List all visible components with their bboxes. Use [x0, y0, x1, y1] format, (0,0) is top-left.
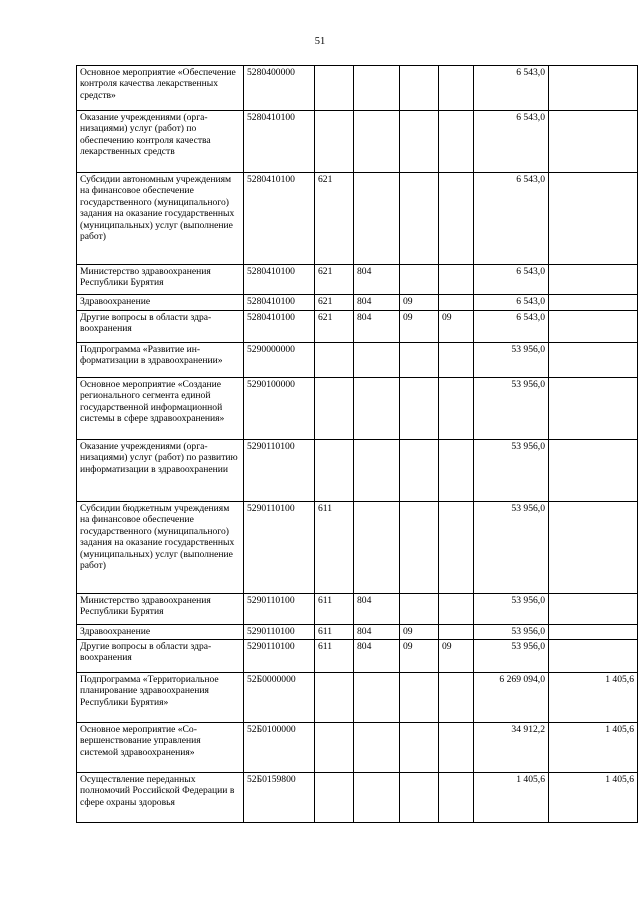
row-name: Основное мероприятие «Обеспечение контроля качества лекарственных средств» — [77, 66, 244, 111]
row-amount: 53 956,0 — [474, 343, 549, 378]
table-row — [77, 773, 638, 823]
row-section — [400, 265, 439, 295]
row-expense-type: 611 — [315, 502, 354, 594]
row-amount: 53 956,0 — [474, 440, 549, 502]
page-number: 51 — [314, 36, 326, 47]
row-federal-amount: 1 405,6 — [549, 773, 638, 823]
row-code: 5280410100 — [244, 311, 315, 343]
row-ministry-code — [354, 773, 400, 823]
row-expense-type — [315, 440, 354, 502]
row-name: Здравоохранение — [77, 625, 244, 640]
row-code: 5280410100 — [244, 295, 315, 311]
row-ministry-code — [354, 173, 400, 265]
row-federal-amount — [549, 625, 638, 640]
row-name: Подпрограмма «Развитие информатизации в здравоохранении» — [77, 343, 244, 378]
row-expense-type: 621 — [315, 311, 354, 343]
row-subsection — [439, 502, 474, 594]
row-federal-amount — [549, 594, 638, 625]
row-subsection — [439, 594, 474, 625]
row-section — [400, 66, 439, 111]
table-row — [77, 378, 638, 440]
row-name: Оказание учреждениями (организациями) услуг (работ) по обеспечению контроля качества лекарственных средств — [77, 111, 244, 173]
table-row — [77, 594, 638, 625]
row-ministry-code — [354, 723, 400, 773]
row-federal-amount — [549, 440, 638, 502]
row-ministry-code: 804 — [354, 295, 400, 311]
row-ministry-code: 804 — [354, 594, 400, 625]
row-expense-type: 611 — [315, 625, 354, 640]
row-federal-amount — [549, 111, 638, 173]
row-subsection — [439, 173, 474, 265]
row-expense-type: 611 — [315, 640, 354, 673]
table-row — [77, 640, 638, 673]
row-ministry-code: 804 — [354, 625, 400, 640]
table-row — [77, 295, 638, 311]
table-row — [77, 265, 638, 295]
table-row — [77, 502, 638, 594]
row-federal-amount — [549, 295, 638, 311]
row-subsection — [439, 723, 474, 773]
row-ministry-code — [354, 343, 400, 378]
row-federal-amount — [549, 265, 638, 295]
row-name: Субсидии бюджетным учреждениям на финансовое обеспечение государственного (муниципального) задания на оказание государственных (муниципальных) услуг (выполнение работ) — [77, 502, 244, 594]
row-section: 09 — [400, 295, 439, 311]
row-ministry-code — [354, 440, 400, 502]
row-ministry-code: 804 — [354, 265, 400, 295]
row-subsection — [439, 625, 474, 640]
row-subsection — [439, 773, 474, 823]
row-name: Министерство здравоохранения Республики Бурятия — [77, 594, 244, 625]
row-section — [400, 111, 439, 173]
row-ministry-code — [354, 66, 400, 111]
row-amount: 6 269 094,0 — [474, 673, 549, 723]
row-amount: 6 543,0 — [474, 311, 549, 343]
row-name: Министерство здравоохранения Республики Бурятия — [77, 265, 244, 295]
table-row — [77, 173, 638, 265]
row-name: Другие вопросы в области здравоохранения — [77, 640, 244, 673]
row-federal-amount — [549, 343, 638, 378]
row-expense-type: 621 — [315, 295, 354, 311]
row-ministry-code — [354, 502, 400, 594]
row-expense-type — [315, 111, 354, 173]
row-federal-amount: 1 405,6 — [549, 673, 638, 723]
row-code: 5280400000 — [244, 66, 315, 111]
row-amount: 6 543,0 — [474, 295, 549, 311]
row-federal-amount — [549, 378, 638, 440]
table-row — [77, 66, 638, 111]
row-code: 5290110100 — [244, 440, 315, 502]
row-code: 5290110100 — [244, 625, 315, 640]
table-row — [77, 111, 638, 173]
row-section — [400, 773, 439, 823]
row-section — [400, 343, 439, 378]
row-subsection: 09 — [439, 311, 474, 343]
row-subsection — [439, 66, 474, 111]
row-subsection — [439, 343, 474, 378]
row-federal-amount — [549, 173, 638, 265]
row-expense-type — [315, 66, 354, 111]
row-code: 5290100000 — [244, 378, 315, 440]
row-federal-amount — [549, 640, 638, 673]
row-name: Основное мероприятие «Совершенствование управления системой здравоохранения» — [77, 723, 244, 773]
row-amount: 1 405,6 — [474, 773, 549, 823]
row-subsection — [439, 111, 474, 173]
row-amount: 6 543,0 — [474, 66, 549, 111]
row-section: 09 — [400, 625, 439, 640]
row-section: 09 — [400, 311, 439, 343]
row-expense-type — [315, 773, 354, 823]
row-ministry-code — [354, 673, 400, 723]
row-ministry-code — [354, 111, 400, 173]
row-code: 5280410100 — [244, 111, 315, 173]
row-amount: 53 956,0 — [474, 502, 549, 594]
row-federal-amount: 1 405,6 — [549, 723, 638, 773]
row-expense-type — [315, 343, 354, 378]
row-subsection — [439, 673, 474, 723]
row-name: Основное мероприятие «Создание регионального сегмента единой государственной информационной системы в сфере здравоохранения» — [77, 378, 244, 440]
row-expense-type: 621 — [315, 173, 354, 265]
row-name: Субсидии автономным учреждениям на финансовое обеспечение государственного (муниципального) задания на оказание государственных (муниципальных) услуг (выполнение работ) — [77, 173, 244, 265]
row-amount: 53 956,0 — [474, 594, 549, 625]
row-code: 52Б0100000 — [244, 723, 315, 773]
budget-table — [76, 65, 638, 823]
row-section — [400, 594, 439, 625]
table-row — [77, 311, 638, 343]
table-row — [77, 440, 638, 502]
row-expense-type — [315, 723, 354, 773]
row-code: 5290000000 — [244, 343, 315, 378]
row-subsection: 09 — [439, 640, 474, 673]
row-name: Подпрограмма «Территориальное планирование здравоохранения Республики Бурятия» — [77, 673, 244, 723]
row-expense-type — [315, 673, 354, 723]
row-ministry-code: 804 — [354, 640, 400, 673]
row-expense-type: 621 — [315, 265, 354, 295]
table-row — [77, 723, 638, 773]
row-section — [400, 440, 439, 502]
row-code: 5280410100 — [244, 173, 315, 265]
row-code: 5280410100 — [244, 265, 315, 295]
row-subsection — [439, 295, 474, 311]
row-ministry-code: 804 — [354, 311, 400, 343]
row-section — [400, 173, 439, 265]
row-code: 5290110100 — [244, 594, 315, 625]
row-code: 52Б0159800 — [244, 773, 315, 823]
row-code: 52Б0000000 — [244, 673, 315, 723]
row-amount: 34 912,2 — [474, 723, 549, 773]
row-name: Здравоохранение — [77, 295, 244, 311]
row-amount: 53 956,0 — [474, 378, 549, 440]
row-section: 09 — [400, 640, 439, 673]
row-code: 5290110100 — [244, 502, 315, 594]
row-federal-amount — [549, 502, 638, 594]
row-ministry-code — [354, 378, 400, 440]
row-section — [400, 502, 439, 594]
row-amount: 6 543,0 — [474, 173, 549, 265]
row-expense-type: 611 — [315, 594, 354, 625]
table-row — [77, 673, 638, 723]
row-federal-amount — [549, 311, 638, 343]
row-subsection — [439, 265, 474, 295]
row-amount: 6 543,0 — [474, 265, 549, 295]
row-section — [400, 378, 439, 440]
row-federal-amount — [549, 66, 638, 111]
row-subsection — [439, 378, 474, 440]
row-amount: 53 956,0 — [474, 640, 549, 673]
row-name: Другие вопросы в области здравоохранения — [77, 311, 244, 343]
row-name: Оказание учреждениями (организациями) услуг (работ) по развитию информатизации в здравоохранении — [77, 440, 244, 502]
row-code: 5290110100 — [244, 640, 315, 673]
row-name: Осуществление переданных полномочий Российской Федерации в сфере охраны здоровья — [77, 773, 244, 823]
row-subsection — [439, 440, 474, 502]
table-row — [77, 625, 638, 640]
row-section — [400, 673, 439, 723]
row-section — [400, 723, 439, 773]
table-row — [77, 343, 638, 378]
row-expense-type — [315, 378, 354, 440]
row-amount: 53 956,0 — [474, 625, 549, 640]
row-amount: 6 543,0 — [474, 111, 549, 173]
